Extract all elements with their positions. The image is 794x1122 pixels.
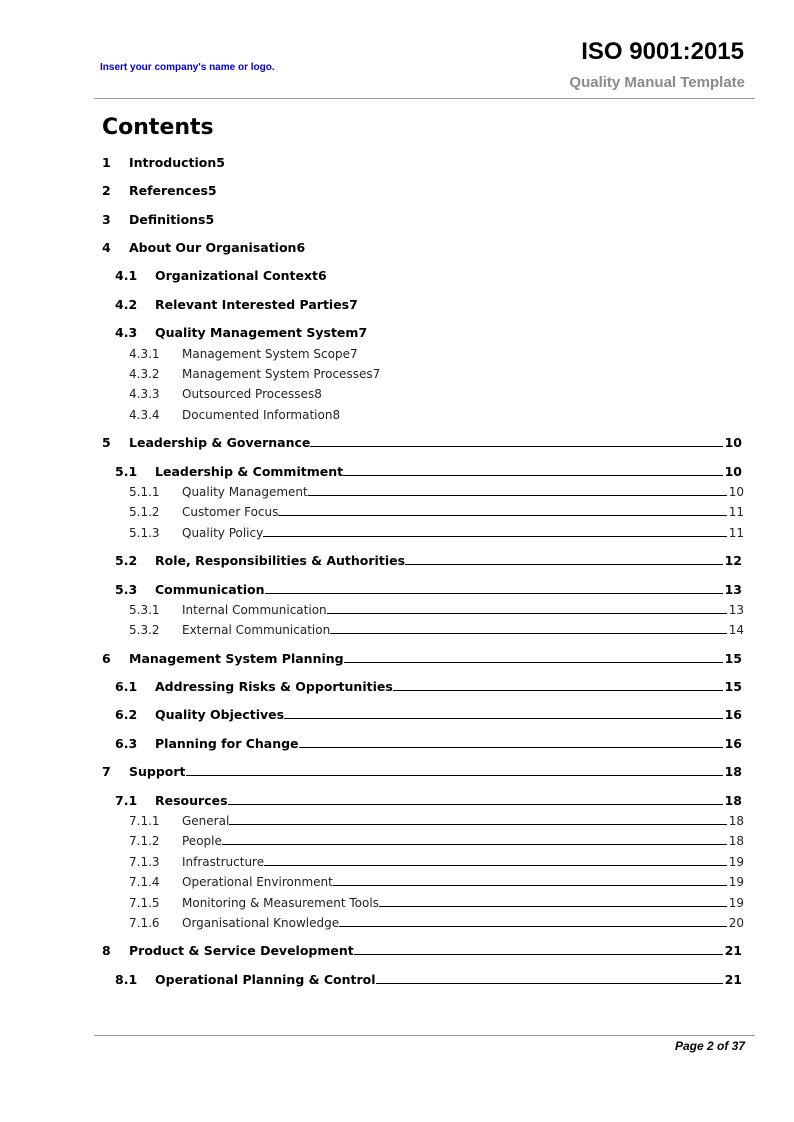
toc-leader — [222, 844, 727, 845]
toc-page-number: 5 — [216, 155, 225, 170]
contents-heading: Contents — [102, 115, 214, 140]
toc-entry[interactable] — [0, 265, 794, 283]
toc-number: 6.1 — [115, 679, 138, 694]
toc-title: Quality Management — [182, 485, 308, 499]
toc-title: Resources — [155, 793, 228, 808]
toc-entry[interactable] — [0, 851, 794, 869]
toc-page-number: 8 — [332, 408, 341, 422]
toc-entry[interactable] — [0, 579, 794, 597]
toc-page-number: 15 — [724, 651, 742, 666]
toc-leader — [264, 865, 727, 866]
toc-title: Support — [129, 764, 186, 779]
toc-page-number: 18 — [724, 793, 742, 808]
toc-title: Relevant Interested Parties — [155, 297, 350, 312]
toc-leader — [228, 804, 723, 805]
toc-page-number: 18 — [728, 834, 744, 848]
toc-page-number: 21 — [724, 972, 742, 987]
toc-title: Definitions — [129, 212, 206, 227]
toc-number: 6 — [102, 651, 111, 666]
toc-leader — [330, 633, 727, 634]
toc-page-number: 7 — [372, 367, 381, 381]
toc-entry[interactable] — [0, 404, 794, 422]
toc-entry[interactable] — [0, 830, 794, 848]
toc-number: 6.2 — [115, 707, 138, 722]
toc-leader — [310, 446, 722, 447]
toc-title: Quality Policy — [182, 526, 264, 540]
toc-number: 7.1.6 — [129, 916, 160, 930]
toc-entry[interactable] — [0, 761, 794, 779]
toc-number: 5.1 — [115, 464, 138, 479]
toc-title: Customer Focus — [182, 505, 279, 519]
toc-entry[interactable] — [0, 481, 794, 499]
toc-leader — [405, 564, 723, 565]
toc-entry[interactable] — [0, 461, 794, 479]
toc-entry[interactable] — [0, 892, 794, 910]
toc-title: Quality Objectives — [155, 707, 285, 722]
toc-entry[interactable] — [0, 940, 794, 958]
toc-number: 4.3.3 — [129, 387, 160, 401]
toc-leader — [327, 613, 727, 614]
toc-leader — [379, 906, 727, 907]
toc-number: 4 — [102, 240, 111, 255]
toc-title: Communication — [155, 582, 265, 597]
toc-number: 4.3.1 — [129, 347, 160, 361]
toc-entry[interactable] — [0, 733, 794, 751]
toc-number: 4.2 — [115, 297, 138, 312]
toc-entry[interactable] — [0, 648, 794, 666]
page-number: Page 2 of 37 — [674, 1039, 745, 1053]
toc-entry[interactable] — [0, 704, 794, 722]
toc-number: 2 — [102, 183, 111, 198]
toc-title: Organizational Context — [155, 268, 319, 283]
toc-page-number: 7 — [349, 347, 358, 361]
toc-entry[interactable] — [0, 676, 794, 694]
toc-page-number: 13 — [728, 603, 744, 617]
toc-entry[interactable] — [0, 871, 794, 889]
toc-title: Infrastructure — [182, 855, 265, 869]
toc-page-number: 7 — [349, 297, 358, 312]
toc-number: 1 — [102, 155, 111, 170]
toc-entry[interactable] — [0, 237, 794, 255]
toc-entry[interactable] — [0, 209, 794, 227]
toc-title: Operational Environment — [182, 875, 333, 889]
toc-page-number: 13 — [724, 582, 742, 597]
toc-leader — [284, 718, 723, 719]
toc-title: Leadership & Commitment — [155, 464, 344, 479]
toc-leader — [308, 495, 727, 496]
toc-page-number: 6 — [318, 268, 327, 283]
toc-title: Management System Planning — [129, 651, 344, 666]
toc-page-number: 19 — [728, 855, 744, 869]
toc-number: 4.3.4 — [129, 408, 160, 422]
toc-number: 7.1.5 — [129, 896, 160, 910]
toc-entry[interactable] — [0, 501, 794, 519]
toc-page-number: 19 — [728, 875, 744, 889]
toc-number: 4.3 — [115, 325, 138, 340]
toc-title: Management System Scope — [182, 347, 350, 361]
toc-number: 4.3.2 — [129, 367, 160, 381]
toc-entry[interactable] — [0, 432, 794, 450]
toc-leader — [339, 926, 727, 927]
toc-title: Role, Responsibilities & Authorities — [155, 553, 406, 568]
toc-leader — [343, 475, 723, 476]
toc-number: 5.1.1 — [129, 485, 160, 499]
document-subtitle: Quality Manual Template — [569, 74, 745, 91]
toc-entry[interactable] — [0, 294, 794, 312]
toc-entry[interactable] — [0, 912, 794, 930]
toc-entry[interactable] — [0, 383, 794, 401]
company-placeholder: Insert your company's name or logo. — [100, 62, 275, 73]
toc-leader — [333, 885, 727, 886]
toc-entry[interactable] — [0, 152, 794, 170]
toc-entry[interactable] — [0, 969, 794, 987]
toc-number: 5 — [102, 435, 111, 450]
header-divider — [94, 98, 755, 99]
toc-number: 8 — [102, 943, 111, 958]
toc-title: People — [182, 834, 222, 848]
toc-title: References — [129, 183, 208, 198]
toc-title: Planning for Change — [155, 736, 299, 751]
toc-title: Organisational Knowledge — [182, 916, 340, 930]
toc-entry[interactable] — [0, 180, 794, 198]
toc-number: 7.1.2 — [129, 834, 160, 848]
toc-number: 5.3.1 — [129, 603, 160, 617]
toc-title: Documented Information — [182, 408, 333, 422]
toc-number: 5.2 — [115, 553, 138, 568]
toc-page-number: 16 — [724, 707, 742, 722]
toc-leader — [265, 593, 723, 594]
toc-number: 7.1 — [115, 793, 138, 808]
toc-page-number: 18 — [724, 764, 742, 779]
toc-title: Monitoring & Measurement Tools — [182, 896, 379, 910]
toc-number: 5.3 — [115, 582, 138, 597]
toc-number: 5.1.3 — [129, 526, 160, 540]
toc-page-number: 8 — [314, 387, 322, 401]
toc-number: 7 — [102, 764, 111, 779]
toc-title: External Communication — [182, 623, 331, 637]
toc-page-number: 10 — [724, 435, 742, 450]
toc-entry[interactable] — [0, 619, 794, 637]
toc-title: Operational Planning & Control — [155, 972, 376, 987]
toc-page-number: 15 — [724, 679, 742, 694]
toc-page-number: 6 — [296, 240, 306, 255]
footer-divider — [94, 1035, 755, 1036]
toc-number: 3 — [102, 212, 111, 227]
toc-title: Introduction — [129, 155, 217, 170]
toc-page-number: 19 — [728, 896, 744, 910]
toc-number: 4.1 — [115, 268, 138, 283]
toc-number: 5.3.2 — [129, 623, 160, 637]
toc-page-number: 12 — [724, 553, 742, 568]
toc-number: 5.1.2 — [129, 505, 160, 519]
toc-entry[interactable] — [0, 599, 794, 617]
toc-page-number: 5 — [205, 212, 215, 227]
toc-number: 7.1.1 — [129, 814, 160, 828]
toc-page-number: 11 — [728, 526, 744, 540]
toc-page-number: 14 — [728, 623, 744, 637]
toc-number: 8.1 — [115, 972, 138, 987]
toc-page-number: 5 — [207, 183, 217, 198]
toc-entry[interactable] — [0, 363, 794, 381]
toc-page-number: 16 — [724, 736, 742, 751]
toc-number: 7.1.4 — [129, 875, 160, 889]
toc-leader — [186, 775, 723, 776]
toc-entry[interactable] — [0, 790, 794, 808]
toc-leader — [278, 515, 726, 516]
toc-page-number: 10 — [724, 464, 742, 479]
toc-page-number: 21 — [724, 943, 742, 958]
toc-title: Internal Communication — [182, 603, 327, 617]
toc-leader — [354, 954, 723, 955]
toc-title: Leadership & Governance — [129, 435, 311, 450]
toc-title: Addressing Risks & Opportunities — [155, 679, 393, 694]
toc-page-number: 18 — [728, 814, 744, 828]
toc-title: Management System Processes — [182, 367, 373, 381]
toc-leader — [376, 983, 723, 984]
toc-entry[interactable] — [0, 550, 794, 568]
toc-title: General — [182, 814, 230, 828]
toc-page-number: 10 — [728, 485, 744, 499]
toc-leader — [299, 747, 723, 748]
toc-page-number: 20 — [728, 916, 744, 930]
toc-leader — [263, 536, 727, 537]
document-title: ISO 9001:2015 — [581, 38, 744, 65]
toc-entry[interactable] — [0, 810, 794, 828]
toc-number: 7.1.3 — [129, 855, 160, 869]
toc-entry[interactable] — [0, 322, 794, 340]
toc-leader — [344, 662, 723, 663]
toc-page-number: 11 — [728, 505, 744, 519]
toc-page-number: 7 — [358, 325, 368, 340]
toc-leader — [229, 824, 726, 825]
toc-leader — [393, 690, 723, 691]
toc-title: Quality Management System — [155, 325, 359, 340]
toc-entry[interactable] — [0, 343, 794, 361]
toc-title: About Our Organisation — [129, 240, 297, 255]
toc-title: Outsourced Processes — [182, 387, 315, 401]
toc-entry[interactable] — [0, 522, 794, 540]
toc-number: 6.3 — [115, 736, 138, 751]
toc-title: Product & Service Development — [129, 943, 354, 958]
